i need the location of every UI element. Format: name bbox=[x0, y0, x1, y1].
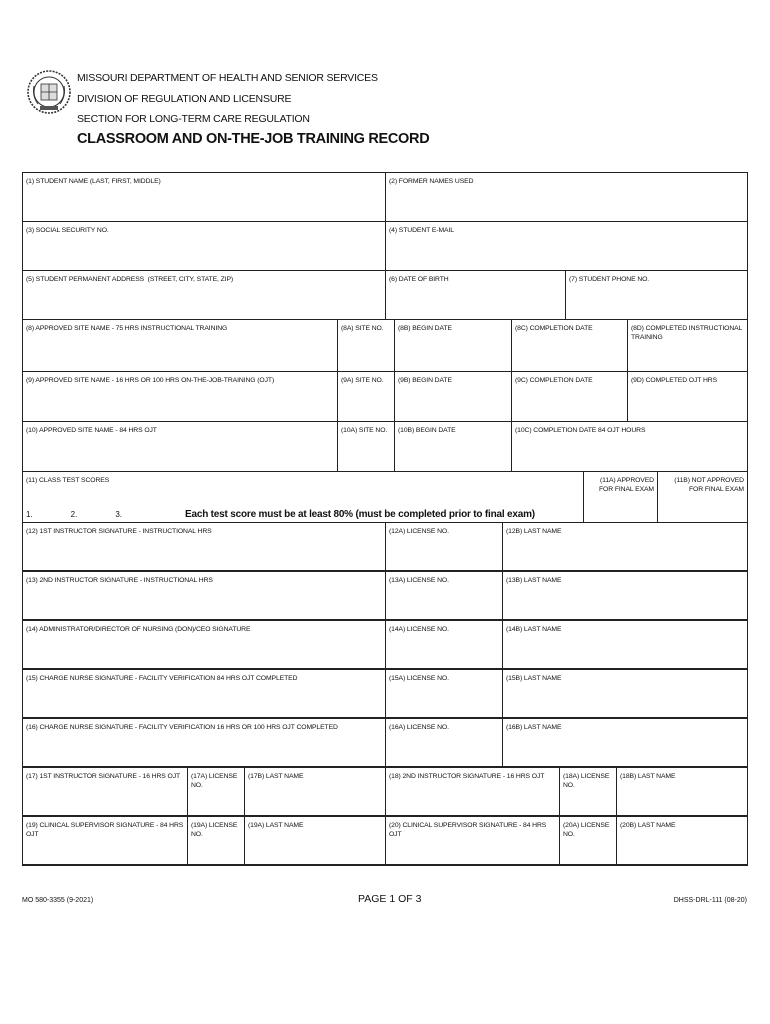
last-name-14b-field[interactable] bbox=[503, 621, 748, 668]
form-row-10 bbox=[23, 621, 748, 670]
form-row-11 bbox=[23, 670, 748, 719]
form-row-1 bbox=[23, 173, 748, 222]
field-label: (11A) APPROVED FOR FINAL EXAM bbox=[599, 477, 656, 493]
form-row-3 bbox=[23, 271, 748, 320]
begin-date-9b-field[interactable] bbox=[395, 372, 512, 421]
ssn-field[interactable] bbox=[23, 222, 386, 270]
field-label: (12A) LICENSE NO. bbox=[389, 528, 449, 535]
state-seal-logo bbox=[26, 66, 72, 118]
site-no-10a-field[interactable] bbox=[338, 422, 395, 471]
section-name: SECTION FOR LONG-TERM CARE REGULATION bbox=[77, 113, 310, 125]
license-14a-field[interactable] bbox=[386, 621, 503, 668]
site-no-9a-field[interactable] bbox=[338, 372, 395, 421]
field-label: (8) APPROVED SITE NAME - 75 HRS INSTRUCTIONAL TRAINING bbox=[26, 325, 228, 332]
department-name: MISSOURI DEPARTMENT OF HEALTH AND SENIOR SERVICES bbox=[77, 72, 378, 84]
completed-ojt-9d-field[interactable] bbox=[628, 372, 748, 421]
begin-date-10b-field[interactable] bbox=[395, 422, 512, 471]
form-row-2 bbox=[23, 222, 748, 271]
completion-date-10c-field[interactable] bbox=[512, 422, 748, 471]
field-label: (16B) LAST NAME bbox=[506, 724, 562, 731]
field-label: (9A) SITE NO. bbox=[341, 377, 384, 384]
last-name-15b-field[interactable] bbox=[503, 670, 748, 717]
field-label: (14) ADMINISTRATOR/DIRECTOR OF NURSING (DON)/CEO SIGNATURE bbox=[26, 626, 251, 633]
license-19a-field[interactable] bbox=[188, 817, 245, 864]
field-label: (12B) LAST NAME bbox=[506, 528, 562, 535]
field-label: (8C) COMPLETION DATE bbox=[515, 325, 593, 332]
last-name-20b-field[interactable] bbox=[617, 817, 748, 864]
field-label: (2) FORMER NAMES USED bbox=[389, 178, 474, 185]
last-name-19b-field[interactable] bbox=[245, 817, 386, 864]
field-label: (6) DATE OF BIRTH bbox=[389, 276, 449, 283]
field-label: (15) CHARGE NURSE SIGNATURE - FACILITY VERIFICATION 84 HRS OJT COMPLETED bbox=[26, 675, 298, 682]
class-test-scores-field[interactable] bbox=[23, 472, 584, 522]
form-number: MO 580-3355 (9-2021) bbox=[22, 897, 94, 904]
field-label: (10A) SITE NO. bbox=[341, 427, 388, 434]
field-label: (14B) LAST NAME bbox=[506, 626, 562, 633]
clinical-supervisor2-signature-field[interactable] bbox=[386, 817, 560, 864]
license-15a-field[interactable] bbox=[386, 670, 503, 717]
field-label: (1) STUDENT NAME (LAST, FIRST, MIDDLE) bbox=[26, 178, 161, 185]
completion-date-9c-field[interactable] bbox=[512, 372, 628, 421]
dob-field[interactable] bbox=[386, 271, 566, 319]
field-label: (17A) LICENSE NO. bbox=[191, 773, 240, 789]
field-label: (10) APPROVED SITE NAME - 84 HRS OJT bbox=[26, 427, 157, 434]
charge-nurse-16hrs-signature-field[interactable] bbox=[23, 719, 386, 766]
page-indicator: PAGE 1 OF 3 bbox=[358, 893, 422, 905]
student-name-field[interactable] bbox=[23, 173, 386, 221]
form-row-9 bbox=[23, 572, 748, 621]
field-label: (13B) LAST NAME bbox=[506, 577, 562, 584]
form-row-6 bbox=[23, 422, 748, 472]
field-label: (11B) NOT APPROVED FOR FINAL EXAM bbox=[674, 477, 746, 493]
field-label: (13) 2ND INSTRUCTOR SIGNATURE - INSTRUCTIONAL HRS bbox=[26, 577, 213, 584]
last-name-16b-field[interactable] bbox=[503, 719, 748, 766]
form-row-8 bbox=[23, 523, 748, 572]
field-label: (10C) COMPLETION DATE 84 OJT HOURS bbox=[515, 427, 646, 434]
charge-nurse-84hrs-signature-field[interactable] bbox=[23, 670, 386, 717]
site-84hrs-field[interactable] bbox=[23, 422, 338, 471]
instructor1-signature-field[interactable] bbox=[23, 523, 386, 570]
site-no-8a-field[interactable] bbox=[338, 320, 395, 371]
last-name-13b-field[interactable] bbox=[503, 572, 748, 619]
site-ojt-field[interactable] bbox=[23, 372, 338, 421]
field-label: (12) 1ST INSTRUCTOR SIGNATURE - INSTRUCTIONAL HRS bbox=[26, 528, 212, 535]
form-row-12 bbox=[23, 719, 748, 768]
administrator-signature-field[interactable] bbox=[23, 621, 386, 668]
address-field[interactable] bbox=[23, 271, 386, 319]
field-label: (16) CHARGE NURSE SIGNATURE - FACILITY VERIFICATION 16 HRS OR 100 HRS OJT COMPLETED bbox=[26, 724, 338, 731]
form-row-4 bbox=[23, 320, 748, 372]
student-email-field[interactable] bbox=[386, 222, 748, 270]
field-label: (20B) LAST NAME bbox=[620, 822, 676, 829]
former-names-field[interactable] bbox=[386, 173, 748, 221]
field-label: (18) 2ND INSTRUCTOR SIGNATURE - 16 HRS OJT bbox=[389, 773, 545, 780]
form-code: DHSS-DRL-111 (08-20) bbox=[673, 897, 747, 904]
license-13a-field[interactable] bbox=[386, 572, 503, 619]
license-20a-field[interactable] bbox=[560, 817, 617, 864]
field-label: (16A) LICENSE NO. bbox=[389, 724, 449, 731]
license-16a-field[interactable] bbox=[386, 719, 503, 766]
field-label: (19A) LAST NAME bbox=[248, 822, 304, 829]
field-label: (18B) LAST NAME bbox=[620, 773, 676, 780]
field-label: (14A) LICENSE NO. bbox=[389, 626, 449, 633]
instructor2-signature-field[interactable] bbox=[23, 572, 386, 619]
not-approved-final-exam-field[interactable] bbox=[658, 472, 748, 522]
form-row-7 bbox=[23, 472, 748, 523]
field-label: (15B) LAST NAME bbox=[506, 675, 562, 682]
score-1-label: 1. bbox=[26, 510, 33, 519]
field-label: (13A) LICENSE NO. bbox=[389, 577, 449, 584]
field-label: (3) SOCIAL SECURITY NO. bbox=[26, 227, 109, 234]
field-label: (9C) COMPLETION DATE bbox=[515, 377, 593, 384]
test-score-note: Each test score must be at least 80% (must be completed prior to final exam) bbox=[185, 509, 535, 520]
field-label: (20A) LICENSE NO. bbox=[563, 822, 612, 838]
field-label: (15A) LICENSE NO. bbox=[389, 675, 449, 682]
field-label: (19) CLINICAL SUPERVISOR SIGNATURE - 84 HRS OJT bbox=[26, 822, 186, 838]
form-title: CLASSROOM AND ON-THE-JOB TRAINING RECORD bbox=[77, 131, 430, 147]
instructor1-ojt-signature-field[interactable] bbox=[23, 768, 188, 815]
license-12a-field[interactable] bbox=[386, 523, 503, 570]
begin-date-8b-field[interactable] bbox=[395, 320, 512, 371]
completed-instructional-8d-field[interactable] bbox=[628, 320, 748, 371]
form-row-13 bbox=[23, 768, 748, 817]
completion-date-8c-field[interactable] bbox=[512, 320, 628, 371]
last-name-18b-field[interactable] bbox=[617, 768, 748, 815]
field-label: (5) STUDENT PERMANENT ADDRESS (STREET, CITY, STATE, ZIP) bbox=[26, 276, 234, 283]
instructor2-ojt-signature-field[interactable] bbox=[386, 768, 560, 815]
license-18a-field[interactable] bbox=[560, 768, 617, 815]
phone-field[interactable] bbox=[566, 271, 748, 319]
field-label: (8B) BEGIN DATE bbox=[398, 325, 452, 332]
field-label: (8A) SITE NO. bbox=[341, 325, 384, 332]
form-row-5 bbox=[23, 372, 748, 422]
field-label: (19A) LICENSE NO. bbox=[191, 822, 240, 838]
score-2-label: 2. bbox=[70, 510, 78, 519]
field-label: (9) APPROVED SITE NAME - 16 HRS OR 100 HRS ON-THE-JOB-TRAINING (OJT) bbox=[26, 377, 275, 384]
score-3-label: 3. bbox=[115, 510, 123, 519]
field-label: (9D) COMPLETED OJT HRS bbox=[631, 377, 718, 384]
score-numbers bbox=[26, 510, 160, 519]
field-label: (9B) BEGIN DATE bbox=[398, 377, 452, 384]
last-name-12b-field[interactable] bbox=[503, 523, 748, 570]
field-label: (20) CLINICAL SUPERVISOR SIGNATURE - 84 HRS OJT bbox=[389, 822, 549, 838]
division-name: DIVISION OF REGULATION AND LICENSURE bbox=[77, 93, 292, 105]
field-label: (17) 1ST INSTRUCTOR SIGNATURE - 16 HRS OJT bbox=[26, 773, 181, 780]
last-name-17b-field[interactable] bbox=[245, 768, 386, 815]
license-17a-field[interactable] bbox=[188, 768, 245, 815]
field-label: (11) CLASS TEST SCORES bbox=[26, 477, 110, 484]
field-label: (17B) LAST NAME bbox=[248, 773, 304, 780]
field-label: (8D) COMPLETED INSTRUCTIONAL TRAINING bbox=[631, 325, 744, 341]
site-75hrs-field[interactable] bbox=[23, 320, 338, 371]
form-row-14 bbox=[23, 817, 748, 866]
approved-final-exam-field[interactable] bbox=[584, 472, 658, 522]
field-label: (18A) LICENSE NO. bbox=[563, 773, 612, 789]
field-label: (4) STUDENT E-MAIL bbox=[389, 227, 454, 234]
training-record-form bbox=[22, 172, 748, 866]
clinical-supervisor1-signature-field[interactable] bbox=[23, 817, 188, 864]
field-label: (7) STUDENT PHONE NO. bbox=[569, 276, 650, 283]
field-label: (10B) BEGIN DATE bbox=[398, 427, 456, 434]
